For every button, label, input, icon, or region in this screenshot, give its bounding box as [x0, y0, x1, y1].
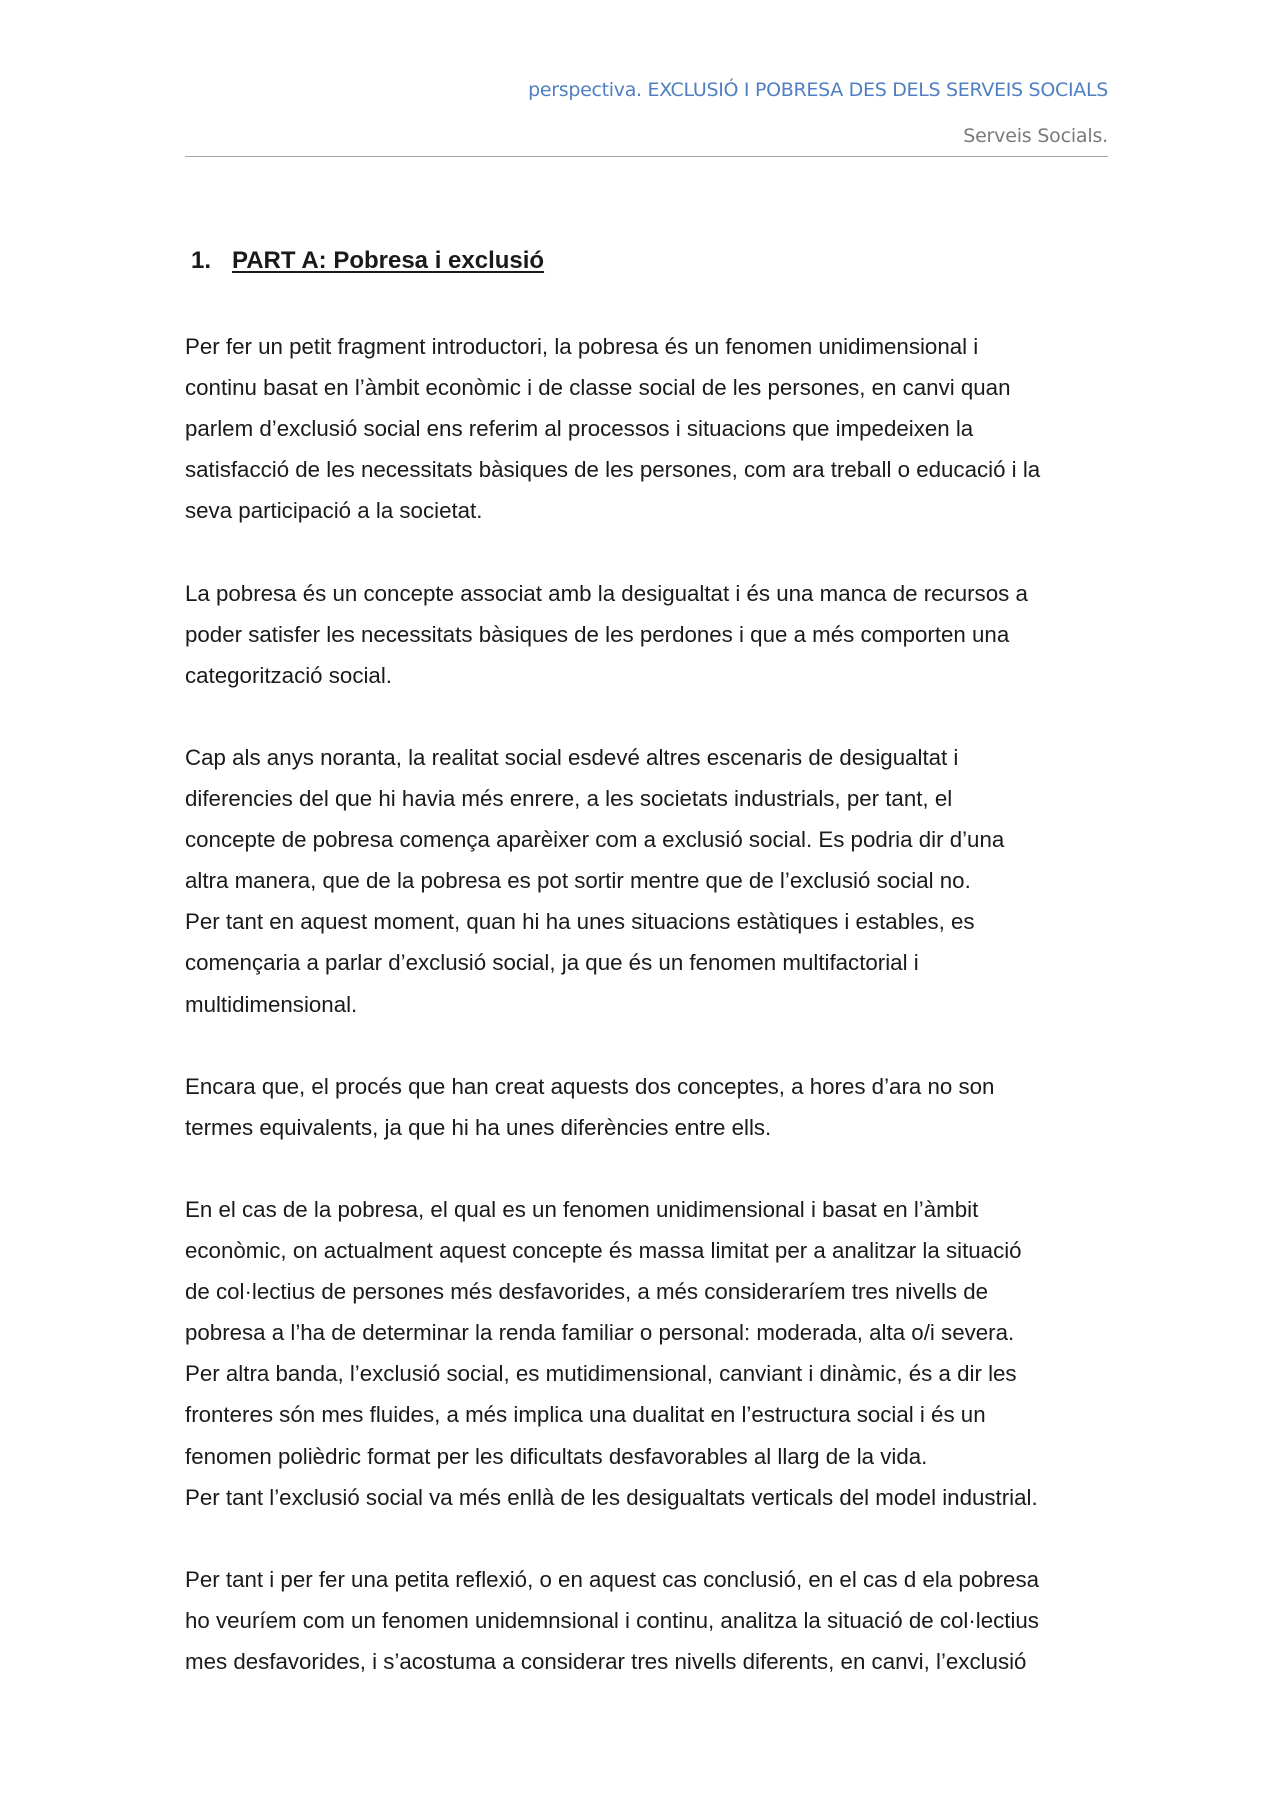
body-line: econòmic, on actualment aquest concepte és massa limitat per a analitzar la situació: [185, 1238, 1022, 1264]
body-line: fronteres són mes fluides, a més implica una dualitat en l’estructura social i és un: [185, 1402, 986, 1428]
body-line: Per tant l’exclusió social va més enllà de les desigualtats verticals del model industrial.: [185, 1484, 1038, 1510]
body-line: poder satisfer les necessitats bàsiques de les perdones i que a més comporten una: [185, 621, 1010, 647]
body-line: Encara que, el procés que han creat aquests dos conceptes, a hores d’ara no son: [185, 1073, 995, 1099]
section-title: PART A: Pobresa i exclusió: [232, 247, 545, 274]
section-number: 1.: [191, 247, 212, 274]
page-header: [185, 76, 1108, 157]
body-line: termes equivalents, ja que hi ha unes diferències entre ells.: [185, 1114, 772, 1140]
body-line: Per altra banda, l’exclusió social, es mutidimensional, canviant i dinàmic, és a dir les: [185, 1361, 1017, 1387]
section-heading: [191, 245, 544, 277]
header-subject: Serveis Socials.: [963, 125, 1108, 147]
body-text: [185, 326, 1115, 1682]
body-line: començaria a parlar d’exclusió social, ja que és un fenomen multifactorial i: [185, 950, 919, 976]
paragraph-break: [185, 1148, 1115, 1189]
body-line: satisfacció de les necessitats bàsiques de les persones, com ara treball o educació i la: [185, 457, 1041, 483]
paragraph-break: [185, 1025, 1115, 1066]
body-line: categorització social.: [185, 662, 392, 688]
paragraph-break: [185, 531, 1115, 572]
body-line: parlem d’exclusió social ens referim al processos i situacions que impedeixen la: [185, 416, 974, 442]
body-line: de col·lectius de persones més desfavorides, a més consideraríem tres nivells de: [185, 1279, 989, 1305]
body-line: En el cas de la pobresa, el qual es un fenomen unidimensional i basat en l’àmbit: [185, 1196, 979, 1222]
body-line: concepte de pobresa comença aparèixer com a exclusió social. Es podria dir d’una: [185, 827, 1005, 853]
body-line: Per tant en aquest moment, quan hi ha unes situacions estàtiques i estables, es: [185, 909, 975, 935]
body-line: Per fer un petit fragment introductori, la pobresa és un fenomen unidimensional i: [185, 334, 979, 359]
body-line: Cap als anys noranta, la realitat social esdevé altres escenaris de desigualtat i: [185, 744, 959, 770]
body-line: multidimensional.: [185, 991, 358, 1017]
body-line: seva participació a la societat.: [185, 498, 483, 524]
body-line: diferencies del que hi havia més enrere, a les societats industrials, per tant, el: [185, 786, 953, 812]
paragraph-break: [185, 696, 1115, 737]
body-line: fenomen polièdric format per les dificultats desfavorables al llarg de la vida.: [185, 1443, 928, 1469]
body-line: pobresa a l’ha de determinar la renda familiar o personal: moderada, alta o/i severa.: [185, 1320, 1015, 1346]
body-line: altra manera, que de la pobresa es pot sortir mentre que de l’exclusió social no.: [185, 868, 971, 894]
body-line: La pobresa és un concepte associat amb la desigualtat i és una manca de recursos a: [185, 580, 1028, 606]
body-line: Per tant i per fer una petita reflexió, o en aquest cas conclusió, en el cas d ela pobresa: [185, 1566, 1039, 1592]
body-line: continu basat en l’àmbit econòmic i de classe social de les persones, en canvi quan: [185, 375, 1011, 401]
body-line: mes desfavorides, i s’acostuma a considerar tres nivells diferents, en canvi, l’exclusió: [185, 1649, 1027, 1674]
header-document-title: perspectiva. EXCLUSIÓ I POBRESA DES DELS SERVEIS SOCIALS: [528, 79, 1108, 101]
paragraph-break: [185, 1518, 1115, 1559]
body-line: ho veuríem com un fenomen unidemnsional i continu, analitza la situació de col·lectius: [185, 1607, 1039, 1633]
